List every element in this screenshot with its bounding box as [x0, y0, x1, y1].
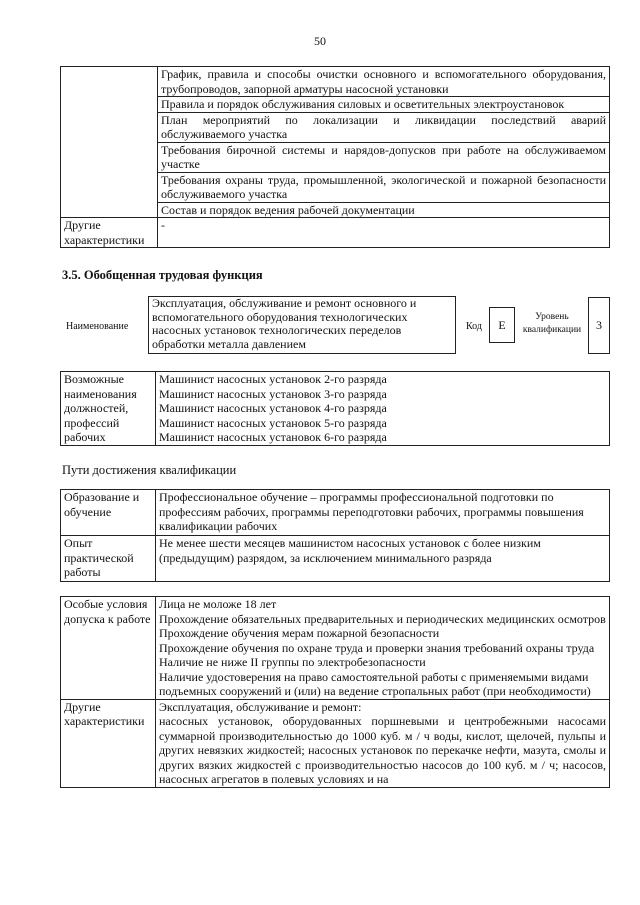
knowledge-table — [60, 66, 610, 248]
section-heading: 3.5. Обобщенная трудовая функция — [62, 268, 263, 282]
position-item: Машинист насосных установок 5-го разряда — [159, 415, 387, 430]
knowledge-item: График, правила и способы очистки основного и вспомогательного оборудования, трубопроводов, запорной арматуры насосной установки — [158, 67, 609, 97]
knowledge-item: Правила и порядок обслуживания силовых и осветительных электроустановок — [158, 97, 609, 113]
knowledge-items — [158, 67, 610, 218]
positions-label: Возможные наименования должностей, профессий рабочих — [61, 372, 156, 446]
condition-item: Наличие не ниже II группы по электробезопасности — [159, 655, 426, 669]
knowledge-item: Требования бирочной системы и нарядов-допусков при работе на обслуживаемом участке — [158, 143, 609, 173]
experience-value: Не менее шести месяцев машинистом насосных установок с более низким (предыдущим) разрядом, за исключением минимального разряда — [156, 536, 610, 582]
knowledge-item: План мероприятий по локализации и ликвидации последствий аварий обслуживаемого участка — [158, 113, 609, 143]
condition-item: Прохождение обязательных предварительных и периодических медицинских осмотров — [159, 611, 606, 626]
level-label: Уровень квалификации — [522, 312, 582, 335]
knowledge-item: Состав и порядок ведения рабочей документации — [161, 202, 415, 217]
position-item: Машинист насосных установок 6-го разряда — [159, 430, 387, 444]
education-label: Образование и обучение — [61, 490, 156, 536]
education-value: Профессиональное обучение – программы профессиональной подготовки по профессиям рабочих, программы переподготовки рабочих, программы повышения квалификации рабочих — [156, 490, 610, 536]
other-characteristics-label-2: Другие характеристики — [61, 699, 156, 787]
position-item: Машинист насосных установок 2-го разряда — [159, 372, 387, 386]
other-characteristics-text — [156, 699, 610, 787]
condition-item: Наличие удостоверения на право самостоятельной работы с применяемыми видами подъемных сооружений и (или) на ведение стропальных работ (при необходимости) — [159, 669, 591, 698]
positions-list — [156, 372, 610, 446]
name-label: Наименование — [66, 321, 129, 332]
level-value: 3 — [588, 297, 610, 354]
condition-item: Прохождение обучения мерам пожарной безопасности — [159, 626, 440, 640]
other-characteristics-value: - — [158, 218, 610, 248]
experience-label: Опыт практической работы — [61, 536, 156, 582]
function-name: Эксплуатация, обслуживание и ремонт основного и вспомогательного оборудования технологических насосных установок технологических переделов обработки металла давлением — [148, 296, 456, 354]
code-label: Код — [466, 321, 482, 332]
conditions-table — [60, 596, 610, 788]
special-conditions-label: Особые условия допуска к работе — [61, 597, 156, 700]
code-value: E — [489, 307, 515, 343]
positions-table — [60, 371, 610, 446]
other-line: насосных установок, оборудованных поршневыми и центробежными насосами суммарной производительностью до 1000 куб. м / ч воды, кислот, щелочей, пульпы и других невязких жидкостей; насосных установок по перекачке нефти, мазута, смолы и других вязких жидкостей с производительностью насосов до 100 куб. м / ч; насосов, насосных агрегатов в полевых условиях и на — [159, 714, 606, 786]
other-line: Эксплуатация, обслуживание и ремонт: — [159, 699, 362, 714]
condition-item: Прохождение обучения по охране труда и проверки знания требований охраны труда — [159, 640, 595, 655]
condition-item: Лица не моложе 18 лет — [159, 597, 277, 611]
position-item: Машинист насосных установок 3-го разряда — [159, 386, 387, 401]
paths-heading: Пути достижения квалификации — [62, 463, 237, 477]
other-characteristics-label: Другие характеристики — [61, 218, 158, 248]
paths-table — [60, 489, 610, 582]
special-conditions-list — [156, 597, 610, 700]
position-item: Машинист насосных установок 4-го разряда — [159, 401, 387, 415]
page-number: 50 — [314, 34, 326, 48]
knowledge-label-cell — [61, 67, 158, 218]
knowledge-item: Требования охраны труда, промышленной, экологической и пожарной безопасности обслуживаемого участка — [158, 173, 609, 203]
